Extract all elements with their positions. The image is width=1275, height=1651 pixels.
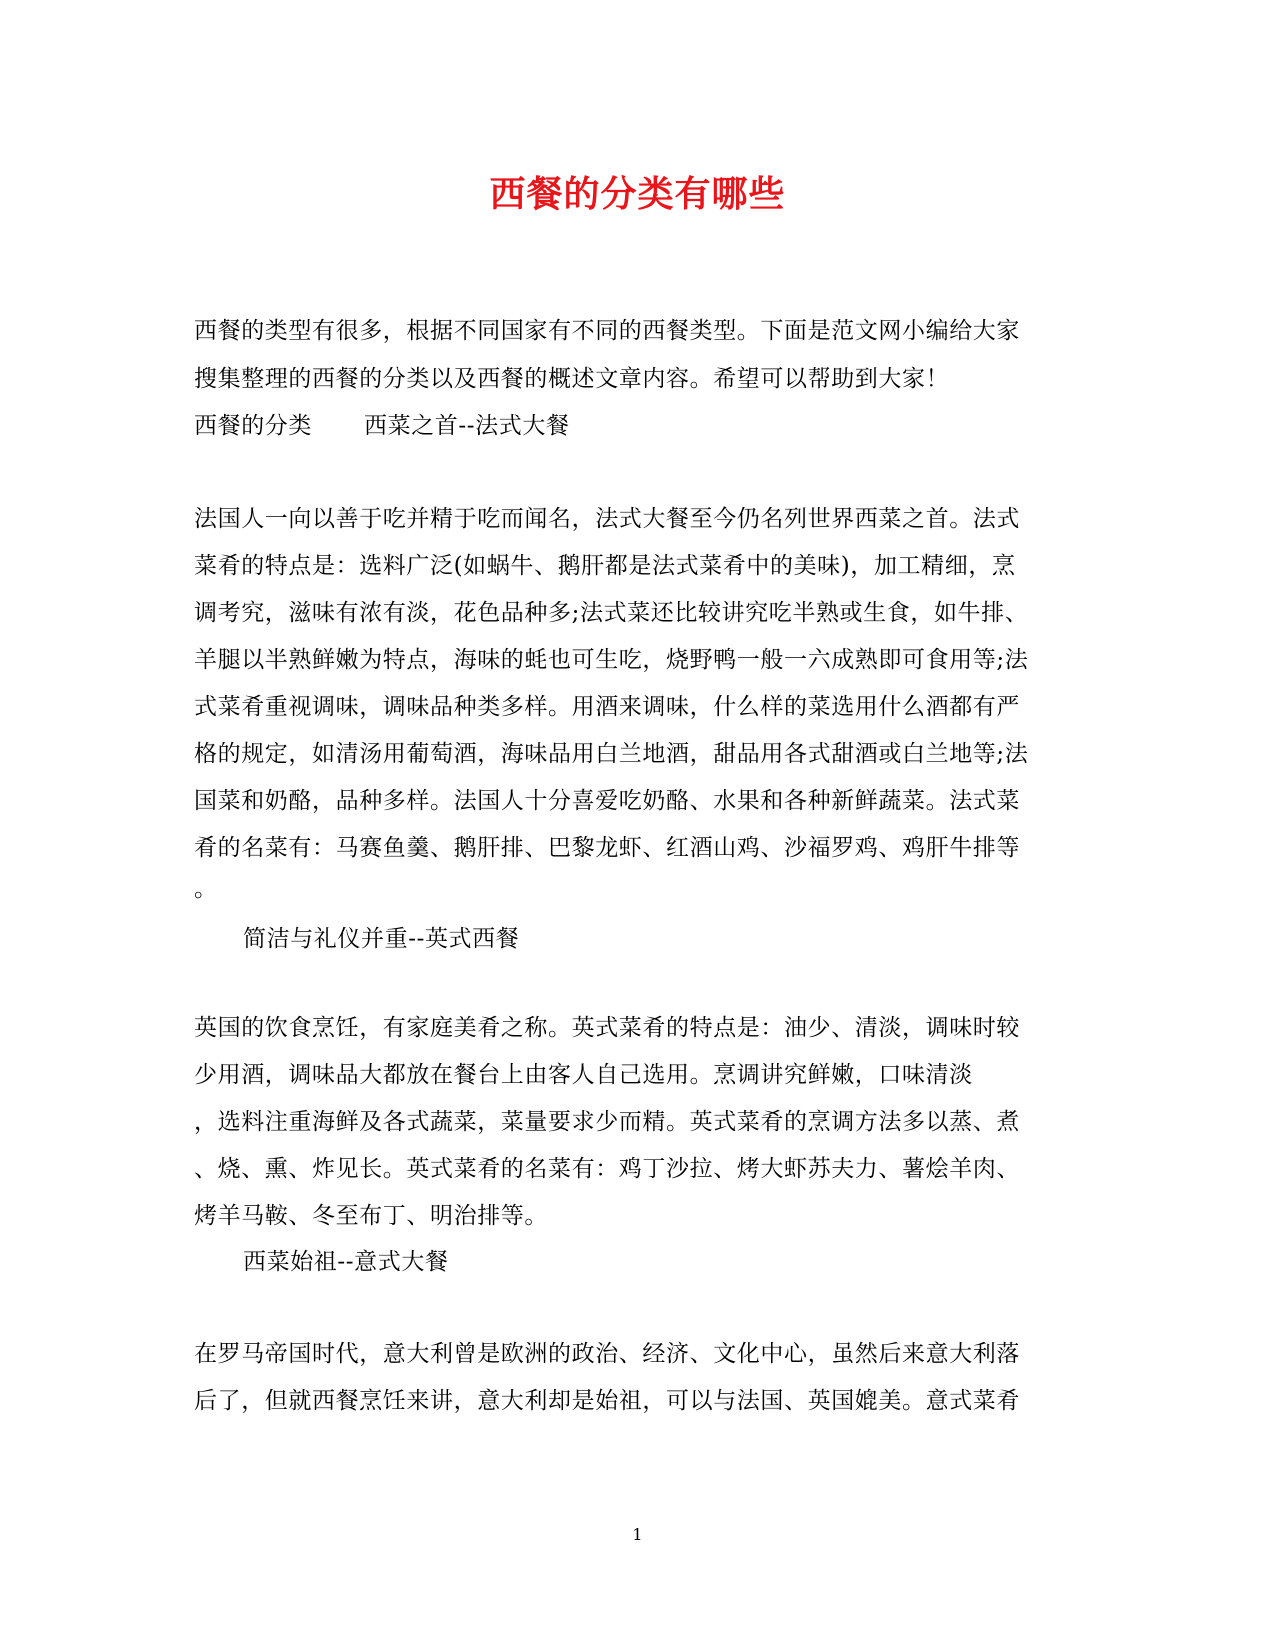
french-heading: 西菜之首--法式大餐 (364, 413, 570, 439)
english-line-1: 英国的饮食烹饪，有家庭美肴之称。英式菜肴的特点是：油少、清淡，调味时较 (194, 1015, 1020, 1041)
french-line-7: 国菜和奶酪，品种多样。法国人十分喜爱吃奶酪、水果和各种新鲜蔬菜。法式菜 (194, 788, 1020, 814)
italian-line-1: 在罗马帝国时代，意大利曾是欧洲的政治、经济、文化中心，虽然后来意大利落 (194, 1341, 1020, 1367)
french-line-9: 。 (194, 876, 218, 902)
french-line-8: 肴的名菜有：马赛鱼羹、鹅肝排、巴黎龙虾、红酒山鸡、沙福罗鸡、鸡肝牛排等 (194, 835, 1020, 861)
french-line-2: 菜肴的特点是：选料广泛(如蜗牛、鹅肝都是法式菜肴中的美味)，加工精细，烹 (194, 553, 1016, 579)
italian-line-2: 后了，但就西餐烹饪来讲，意大利却是始祖，可以与法国、英国媲美。意式菜肴 (194, 1388, 1020, 1414)
french-line-4: 羊腿以半熟鲜嫩为特点，海味的蚝也可生吃，烧野鸭一般一六成熟即可食用等;法 (194, 647, 1029, 673)
french-line-3: 调考究，滋味有浓有淡，花色品种多;法式菜还比较讲究吃半熟或生食，如牛排、 (194, 600, 1029, 626)
intro-line-1: 西餐的类型有很多，根据不同国家有不同的西餐类型。下面是范文网小编给大家 (194, 318, 1020, 344)
page-title: 西餐的分类有哪些 (489, 173, 786, 215)
english-line-3: ，选料注重海鲜及各式蔬菜，菜量要求少而精。英式菜肴的烹调方法多以蒸、煮 (194, 1109, 1020, 1135)
english-heading: 简洁与礼仪并重--英式西餐 (243, 926, 520, 952)
section-heading-row (194, 411, 570, 441)
page-number: 1 (632, 1525, 643, 1544)
intro-line-2: 搜集整理的西餐的分类以及西餐的概述文章内容。希望可以帮助到大家！ (194, 366, 950, 392)
english-line-4: 、烧、熏、炸见长。英式菜肴的名菜有：鸡丁沙拉、烤大虾苏夫力、薯烩羊肉、 (194, 1156, 1020, 1182)
french-line-6: 格的规定，如清汤用葡萄酒，海味品用白兰地酒，甜品用各式甜酒或白兰地等;法 (194, 741, 1029, 767)
english-line-2: 少用酒，调味品大都放在餐台上由客人自己选用。烹调讲究鲜嫩，口味清淡 (194, 1062, 973, 1088)
french-line-5: 式菜肴重视调味，调味品种类多样。用酒来调味，什么样的菜选用什么酒都有严 (194, 694, 1020, 720)
classification-label: 西餐的分类 (194, 413, 312, 439)
french-line-1: 法国人一向以善于吃并精于吃而闻名，法式大餐至今仍名列世界西菜之首。法式 (194, 506, 1020, 532)
italian-heading: 西菜始祖--意式大餐 (243, 1249, 449, 1275)
english-line-5: 烤羊马鞍、冬至布丁、明治排等。 (194, 1203, 548, 1229)
